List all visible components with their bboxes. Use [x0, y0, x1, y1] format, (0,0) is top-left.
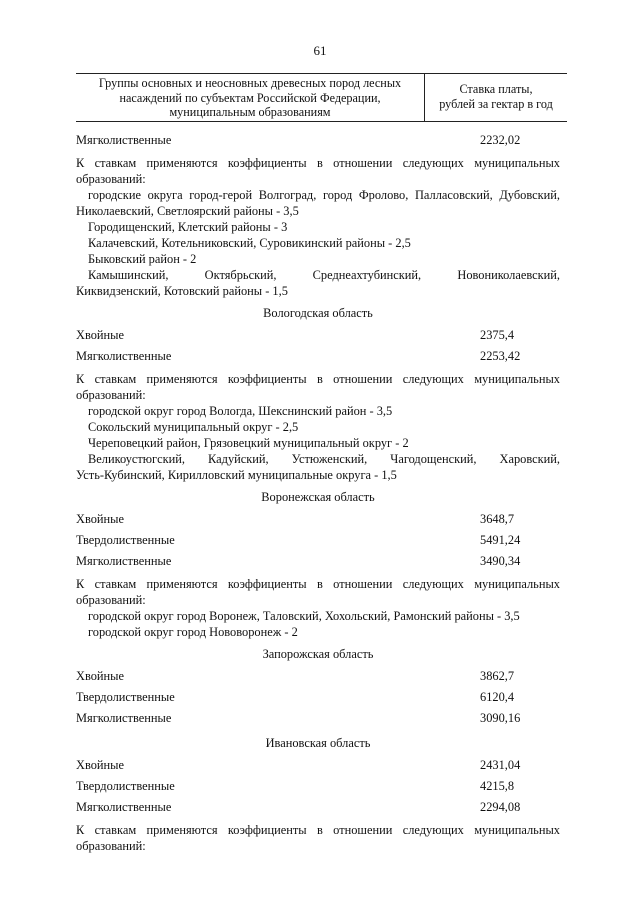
region-title: Ивановская область	[265, 736, 371, 750]
region-title: Запорожская область	[262, 647, 374, 661]
table-header	[76, 73, 567, 122]
species-label: Хвойные	[76, 669, 124, 683]
table-row	[76, 687, 560, 708]
coefficient-paragraph: К ставкам применяются коэффициенты в отношении следующих муниципальных образований:	[76, 577, 560, 607]
coefficient-paragraph: К ставкам применяются коэффициенты в отношении следующих муниципальных образований:	[76, 823, 560, 853]
rate-value: 5491,24	[480, 533, 521, 547]
header-line: муниципальным образованиям	[169, 105, 331, 119]
species-label: Мягколиственные	[76, 554, 172, 568]
document-body	[76, 130, 560, 854]
coefficient-item: городской округ город Воронеж, Таловский, Хохольский, Рамонский районы - 3,5	[88, 609, 520, 623]
rate-value: 2294,08	[480, 800, 521, 814]
species-label: Мягколиственные	[76, 711, 172, 725]
table-row	[76, 530, 560, 551]
header-column-rate	[425, 74, 567, 121]
rate-value: 2253,42	[480, 349, 521, 363]
table-row	[76, 708, 560, 729]
coefficient-item: Сокольский муниципальный округ - 2,5	[88, 420, 299, 434]
coefficient-item: Киквидзенский, Котовский районы - 1,5	[76, 284, 288, 298]
species-label: Хвойные	[76, 512, 124, 526]
rate-value: 2232,02	[480, 133, 521, 147]
table-row	[76, 130, 560, 151]
coefficient-item: Великоустюгский, Кадуйский, Устюженский, Чагодощенский, Харовский,	[88, 452, 560, 466]
coefficient-paragraph: К ставкам применяются коэффициенты в отношении следующих муниципальных образований:	[76, 372, 560, 402]
coefficient-item: Череповецкий район, Грязовецкий муниципальный округ - 2	[88, 436, 409, 450]
table-row	[76, 346, 560, 367]
header-line: Ставка платы,	[459, 82, 533, 96]
table-row	[76, 509, 560, 530]
species-label: Мягколиственные	[76, 349, 172, 363]
rate-value: 4215,8	[480, 779, 515, 793]
region-title: Воронежская область	[261, 490, 375, 504]
coefficient-item: Городищенский, Клетский районы - 3	[88, 220, 288, 234]
species-label: Хвойные	[76, 328, 124, 342]
rate-value: 3090,16	[480, 711, 521, 725]
header-column-groups	[76, 74, 425, 121]
table-row	[76, 797, 560, 818]
coefficient-item: городской округ город Вологда, Шекснинский район - 3,5	[88, 404, 393, 418]
table-row	[76, 755, 560, 776]
coefficient-item: Усть-Кубинский, Кирилловский муниципальные округа - 1,5	[76, 468, 397, 482]
rate-value: 2431,04	[480, 758, 521, 772]
header-line: насаждений по субъектам Российской Федерации,	[119, 90, 381, 105]
species-label: Хвойные	[76, 758, 124, 772]
table-row	[76, 776, 560, 797]
rate-value: 6120,4	[480, 690, 515, 704]
coefficient-item: Николаевский, Светлоярский районы - 3,5	[76, 204, 299, 218]
coefficient-item: Калачевский, Котельниковский, Суровикинский районы - 2,5	[88, 236, 411, 250]
species-label: Твердолиственные	[76, 779, 175, 793]
page-number: 61	[313, 43, 327, 58]
table-row	[76, 666, 560, 687]
species-label: Мягколиственные	[76, 800, 172, 814]
coefficient-item: Быковский район - 2	[88, 252, 197, 266]
rate-value: 3490,34	[480, 554, 521, 568]
species-label: Мягколиственные	[76, 133, 172, 147]
rate-value: 3862,7	[480, 669, 515, 683]
species-label: Твердолиственные	[76, 533, 175, 547]
coefficient-item: городские округа город-герой Волгоград, город Фролово, Палласовский, Дубовский,	[88, 188, 560, 202]
rate-value: 2375,4	[480, 328, 515, 342]
header-line: рублей за гектар в год	[439, 97, 553, 111]
coefficient-item: городской округ город Нововоронеж - 2	[88, 625, 298, 639]
rate-value: 3648,7	[480, 512, 515, 526]
coefficient-paragraph: К ставкам применяются коэффициенты в отношении следующих муниципальных образований:	[76, 156, 560, 186]
table-row	[76, 325, 560, 346]
region-title: Вологодская область	[263, 306, 373, 320]
table-row	[76, 551, 560, 572]
header-line: Группы основных и неосновных древесных пород лесных	[98, 76, 402, 90]
coefficient-item: Камышинский, Октябрьский, Среднеахтубинский, Новониколаевский,	[88, 268, 560, 282]
species-label: Твердолиственные	[76, 690, 175, 704]
